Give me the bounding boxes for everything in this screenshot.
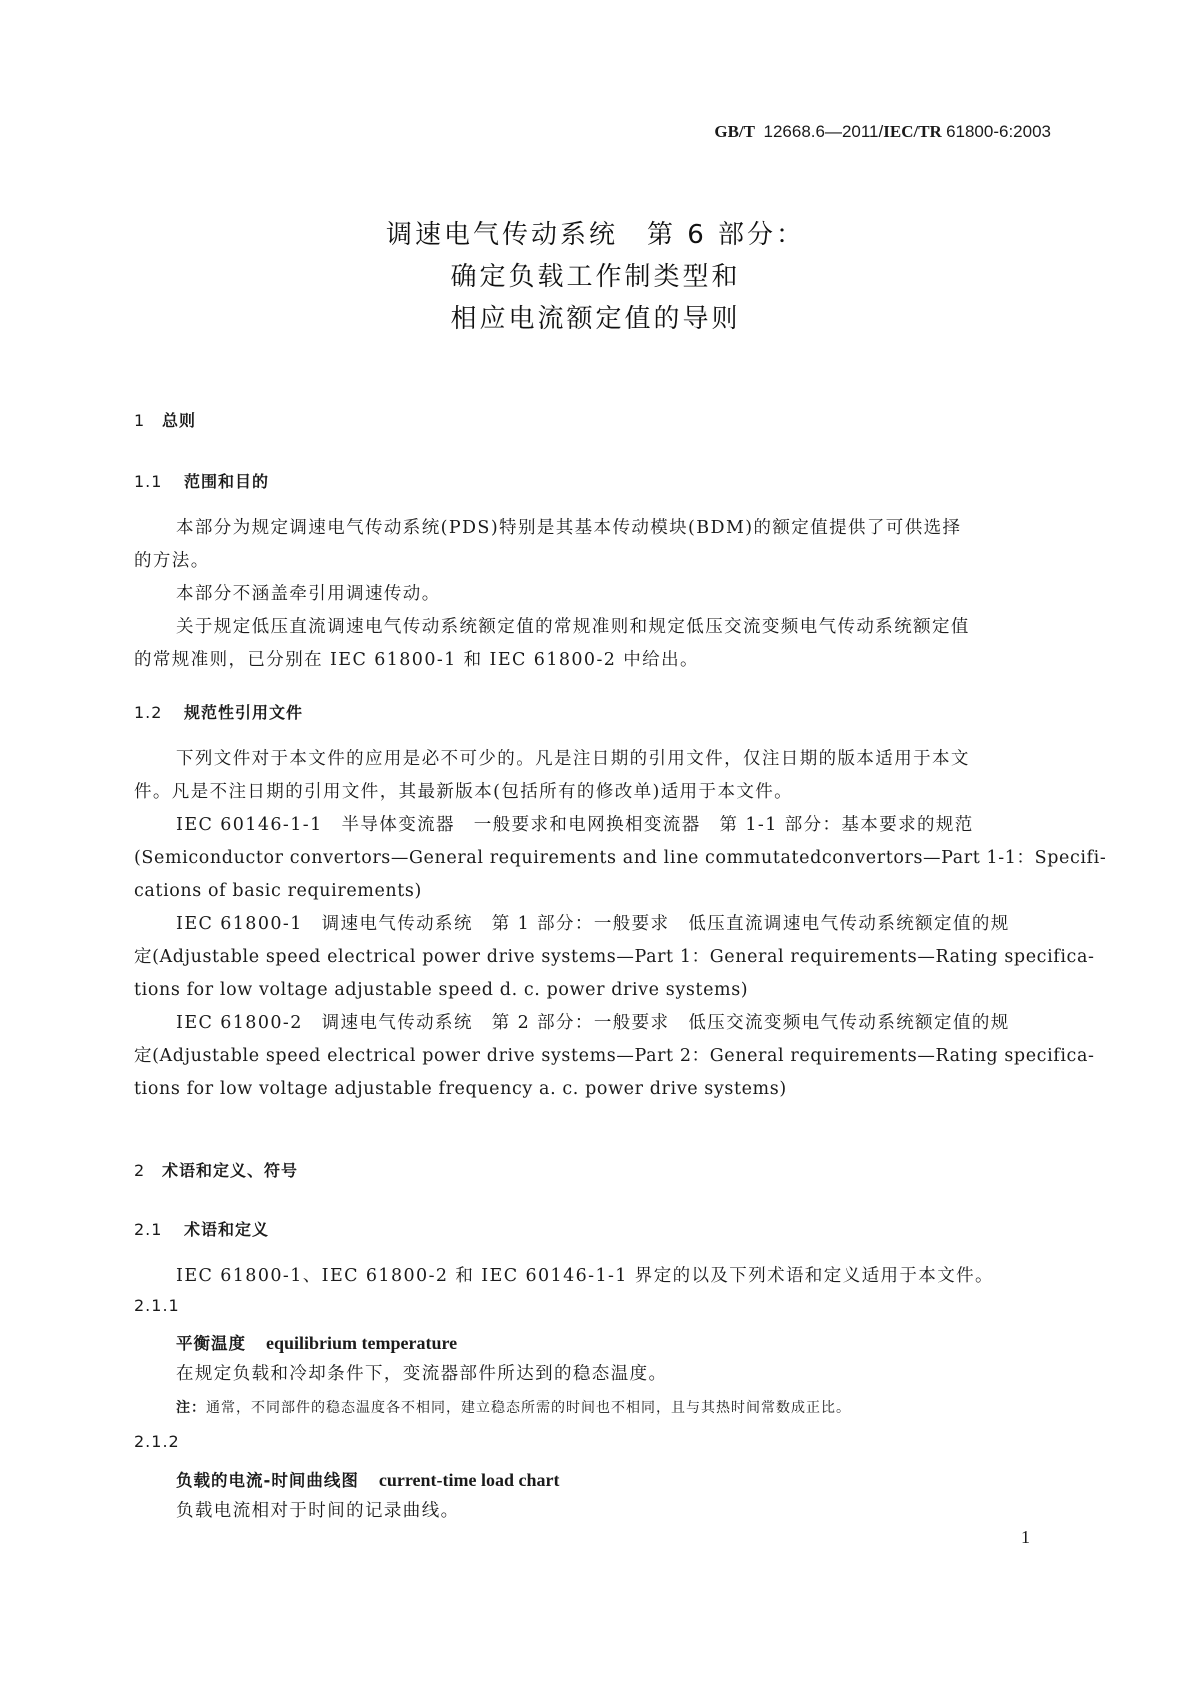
section-title: 规范性引用文件 xyxy=(184,703,304,722)
paragraph-line: 件。凡是不注日期的引用文件，其最新版本(包括所有的修改单)适用于本文件。 xyxy=(134,782,794,802)
page-number: 1 xyxy=(1021,1527,1030,1547)
term-english: current-time load chart xyxy=(378,1470,560,1490)
section-1-2-heading xyxy=(134,700,303,723)
term-2-1-1-definition: 在规定负载和冷却条件下，变流器部件所达到的稳态温度。 xyxy=(176,1364,668,1384)
reference-line: tions for low voltage adjustable frequency a. c. power drive systems) xyxy=(134,1079,787,1099)
reference-line: IEC 61800-1 调速电气传动系统 第 1 部分：一般要求 低压直流调速电气传动系统额定值的规 xyxy=(176,914,1010,934)
reference-line: IEC 61800-2 调速电气传动系统 第 2 部分：一般要求 低压交流变频电气传动系统额定值的规 xyxy=(176,1013,1010,1033)
reference-line: tions for low voltage adjustable speed d. c. power drive systems) xyxy=(134,980,749,1000)
paragraph-line: 的常规准则，已分别在 IEC 61800-1 和 IEC 61800-2 中给出。 xyxy=(134,650,699,670)
section-number: 2.1 xyxy=(134,1220,163,1239)
normative-reference-iec-61800-1 xyxy=(134,908,1095,1007)
paragraph-line: 本部分不涵盖牵引用调速传动。 xyxy=(176,584,441,604)
normative-reference-iec-61800-2 xyxy=(134,1007,1095,1106)
reference-line: (Semiconductor convertors—General requirements and line commutatedconvertors—Part 1-1：Specifi- xyxy=(134,848,1107,868)
section-number: 1 xyxy=(134,411,146,430)
section-title: 术语和定义 xyxy=(184,1220,270,1239)
term-2-1-2-title xyxy=(176,1467,559,1491)
term-2-1-1-note xyxy=(176,1397,851,1417)
section-2-1-body xyxy=(134,1260,1059,1293)
section-number: 2 xyxy=(134,1161,146,1180)
standard-number-header xyxy=(714,122,1051,142)
normative-reference-iec-60146-1-1 xyxy=(134,809,1107,908)
reference-line: cations of basic requirements) xyxy=(134,881,422,901)
section-number: 1.1 xyxy=(134,472,163,491)
paragraph-line: 关于规定低压直流调速电气传动系统额定值的常规准则和规定低压交流变频电气传动系统额定值 xyxy=(176,617,970,637)
paragraph-line: IEC 61800-1、IEC 61800-2 和 IEC 60146-1-1 界定的以及下列术语和定义适用于本文件。 xyxy=(176,1266,994,1286)
reference-line: IEC 60146-1-1 半导体变流器 一般要求和电网换相变流器 第 1-1 部分：基本要求的规范 xyxy=(176,815,974,835)
paragraph-line: 的方法。 xyxy=(134,551,210,571)
term-2-1-1-title xyxy=(176,1330,457,1354)
term-2-1-2-definition: 负载电流相对于时间的记录曲线。 xyxy=(176,1501,460,1521)
section-number: 1.2 xyxy=(134,703,163,722)
paragraph-line: 下列文件对于本文件的应用是必不可少的。凡是注日期的引用文件，仅注日期的版本适用于本文 xyxy=(176,749,970,769)
section-1-1-heading xyxy=(134,469,269,492)
section-2-heading xyxy=(134,1158,298,1181)
section-title: 总则 xyxy=(162,411,197,430)
section-title: 范围和目的 xyxy=(184,472,270,491)
iec-number: 61800-6:2003 xyxy=(946,122,1051,141)
section-title: 术语和定义、符号 xyxy=(162,1161,299,1180)
reference-line: 定(Adjustable speed electrical power drive systems—Part 2：General requirements—Rating specifica- xyxy=(134,1046,1095,1066)
section-1-heading xyxy=(134,408,196,431)
iec-prefix: IEC/TR xyxy=(883,122,942,141)
document-title-line-1: 调速电气传动系统 第 6 部分： xyxy=(385,220,806,250)
section-1-2-body xyxy=(134,743,1107,1106)
document-title-line-3: 相应电流额定值的导则 xyxy=(450,304,741,334)
term-chinese: 平衡温度 xyxy=(176,1334,246,1353)
note-text: 通常，不同部件的稳态温度各不相同，建立稳态所需的时间也不相同，且与其热时间常数成正比。 xyxy=(206,1400,851,1416)
term-2-1-2-number: 2.1.2 xyxy=(134,1432,180,1451)
std-number: 12668.6—2011/ xyxy=(763,122,884,141)
term-2-1-1-number: 2.1.1 xyxy=(134,1296,180,1315)
note-label: 注： xyxy=(176,1400,206,1416)
reference-line: 定(Adjustable speed electrical power drive systems—Part 1：General requirements—Rating specifica- xyxy=(134,947,1095,967)
section-1-1-body xyxy=(134,512,1059,677)
std-prefix: GB/T xyxy=(714,122,755,141)
document-title-line-2: 确定负载工作制类型和 xyxy=(450,262,741,292)
term-chinese: 负载的电流-时间曲线图 xyxy=(176,1471,359,1490)
section-2-1-heading xyxy=(134,1217,269,1240)
term-english: equilibrium temperature xyxy=(266,1333,458,1353)
paragraph-line: 本部分为规定调速电气传动系统(PDS)特别是其基本传动模块(BDM)的额定值提供了可供选择 xyxy=(176,518,962,538)
